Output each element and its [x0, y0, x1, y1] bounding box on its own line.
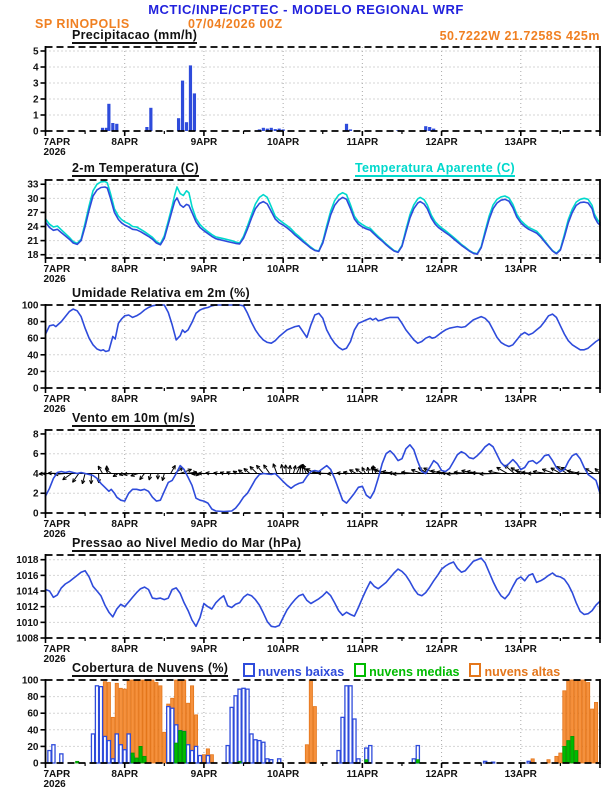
svg-text:2: 2 — [32, 488, 39, 500]
svg-text:7APR: 7APR — [43, 519, 71, 530]
svg-text:11APR: 11APR — [346, 519, 379, 530]
svg-text:2026: 2026 — [43, 779, 66, 790]
svg-text:9APR: 9APR — [190, 264, 218, 275]
svg-text:100: 100 — [21, 300, 39, 312]
svg-text:10APR: 10APR — [267, 394, 300, 405]
run-datetime: 07/04/2026 00Z — [188, 17, 283, 31]
svg-text:5: 5 — [32, 46, 39, 58]
svg-text:11APR: 11APR — [346, 644, 379, 655]
svg-text:8APR: 8APR — [111, 394, 139, 405]
svg-text:20: 20 — [27, 741, 39, 753]
mid-clouds-label: nuvens medias — [369, 665, 460, 679]
svg-text:10APR: 10APR — [267, 137, 300, 148]
svg-text:30: 30 — [27, 193, 39, 205]
svg-text:9APR: 9APR — [190, 519, 218, 530]
svg-text:7APR: 7APR — [43, 769, 71, 780]
svg-text:12APR: 12APR — [425, 769, 458, 780]
svg-text:0: 0 — [32, 758, 39, 770]
svg-text:8APR: 8APR — [111, 137, 139, 148]
svg-text:11APR: 11APR — [346, 137, 379, 148]
svg-text:80: 80 — [27, 317, 39, 329]
svg-text:7APR: 7APR — [43, 264, 71, 275]
svg-text:2: 2 — [32, 94, 39, 106]
svg-text:12APR: 12APR — [425, 264, 458, 275]
svg-text:1010: 1010 — [16, 617, 39, 629]
panel-title-temperature: 2-m Temperatura (C) — [72, 161, 200, 175]
svg-text:10APR: 10APR — [267, 769, 300, 780]
svg-text:4: 4 — [32, 62, 39, 74]
high-clouds-label: nuvens altas — [484, 665, 561, 679]
svg-text:10APR: 10APR — [267, 264, 300, 275]
svg-text:20: 20 — [27, 366, 39, 378]
svg-text:9APR: 9APR — [190, 137, 218, 148]
svg-text:2026: 2026 — [43, 654, 66, 665]
svg-text:13APR: 13APR — [504, 519, 537, 530]
svg-text:13APR: 13APR — [504, 644, 537, 655]
svg-text:11APR: 11APR — [346, 394, 379, 405]
svg-text:18: 18 — [27, 250, 39, 262]
svg-text:13APR: 13APR — [504, 264, 537, 275]
svg-text:33: 33 — [27, 179, 39, 191]
svg-text:1016: 1016 — [16, 570, 39, 582]
svg-text:10APR: 10APR — [267, 519, 300, 530]
svg-text:2026: 2026 — [43, 404, 66, 415]
svg-text:12APR: 12APR — [425, 644, 458, 655]
svg-text:100: 100 — [21, 675, 39, 687]
svg-text:9APR: 9APR — [190, 769, 218, 780]
svg-text:2026: 2026 — [43, 147, 66, 158]
svg-text:7APR: 7APR — [43, 137, 71, 148]
svg-text:21: 21 — [27, 236, 39, 248]
svg-text:7APR: 7APR — [43, 394, 71, 405]
page-title: MCTIC/INPE/CPTEC - MODELO REGIONAL WRF — [148, 2, 464, 17]
svg-text:27: 27 — [27, 207, 39, 219]
svg-text:8APR: 8APR — [111, 769, 139, 780]
svg-text:1018: 1018 — [16, 555, 39, 567]
svg-text:0: 0 — [32, 126, 39, 138]
svg-text:12APR: 12APR — [425, 519, 458, 530]
svg-text:1008: 1008 — [16, 633, 39, 645]
svg-text:8APR: 8APR — [111, 519, 139, 530]
svg-text:8APR: 8APR — [111, 644, 139, 655]
svg-text:40: 40 — [27, 350, 39, 362]
svg-text:1014: 1014 — [16, 586, 39, 598]
svg-text:13APR: 13APR — [504, 137, 537, 148]
panel-title-humidity: Umidade Relativa em 2m (%) — [72, 286, 250, 300]
svg-text:1: 1 — [32, 110, 39, 122]
station-coordinates: 50.7222W 21.7258S 425m — [439, 29, 600, 43]
station-name: SP RINOPOLIS — [35, 17, 130, 31]
svg-text:6: 6 — [32, 449, 39, 461]
svg-text:60: 60 — [27, 333, 39, 345]
svg-text:13APR: 13APR — [504, 769, 537, 780]
panel-title-precipitation: Precipitacao (mm/h) — [72, 28, 198, 42]
svg-text:0: 0 — [32, 383, 39, 395]
svg-text:13APR: 13APR — [504, 394, 537, 405]
svg-text:2026: 2026 — [43, 274, 66, 285]
panel-title-pressure: Pressao ao Nivel Medio do Mar (hPa) — [72, 536, 302, 550]
svg-text:9APR: 9APR — [190, 644, 218, 655]
svg-text:7APR: 7APR — [43, 644, 71, 655]
svg-text:10APR: 10APR — [267, 644, 300, 655]
svg-text:60: 60 — [27, 708, 39, 720]
svg-text:1012: 1012 — [16, 602, 39, 614]
low-clouds-label: nuvens baixas — [258, 665, 345, 679]
panel-title-cloud-cover: Cobertura de Nuvens (%) — [72, 661, 229, 675]
svg-text:8: 8 — [32, 429, 39, 441]
svg-text:11APR: 11APR — [346, 264, 379, 275]
svg-text:12APR: 12APR — [425, 394, 458, 405]
svg-text:12APR: 12APR — [425, 137, 458, 148]
svg-text:0: 0 — [32, 508, 39, 520]
legend-apparent-temperature-label: Temperatura Aparente (C) — [355, 161, 516, 175]
svg-text:9APR: 9APR — [190, 394, 218, 405]
svg-text:8APR: 8APR — [111, 264, 139, 275]
svg-text:80: 80 — [27, 692, 39, 704]
svg-text:4: 4 — [32, 468, 39, 480]
svg-text:3: 3 — [32, 78, 39, 90]
svg-text:11APR: 11APR — [346, 769, 379, 780]
svg-text:40: 40 — [27, 725, 39, 737]
panel-title-wind: Vento em 10m (m/s) — [72, 411, 195, 425]
svg-text:24: 24 — [27, 222, 39, 234]
svg-text:2026: 2026 — [43, 529, 66, 540]
